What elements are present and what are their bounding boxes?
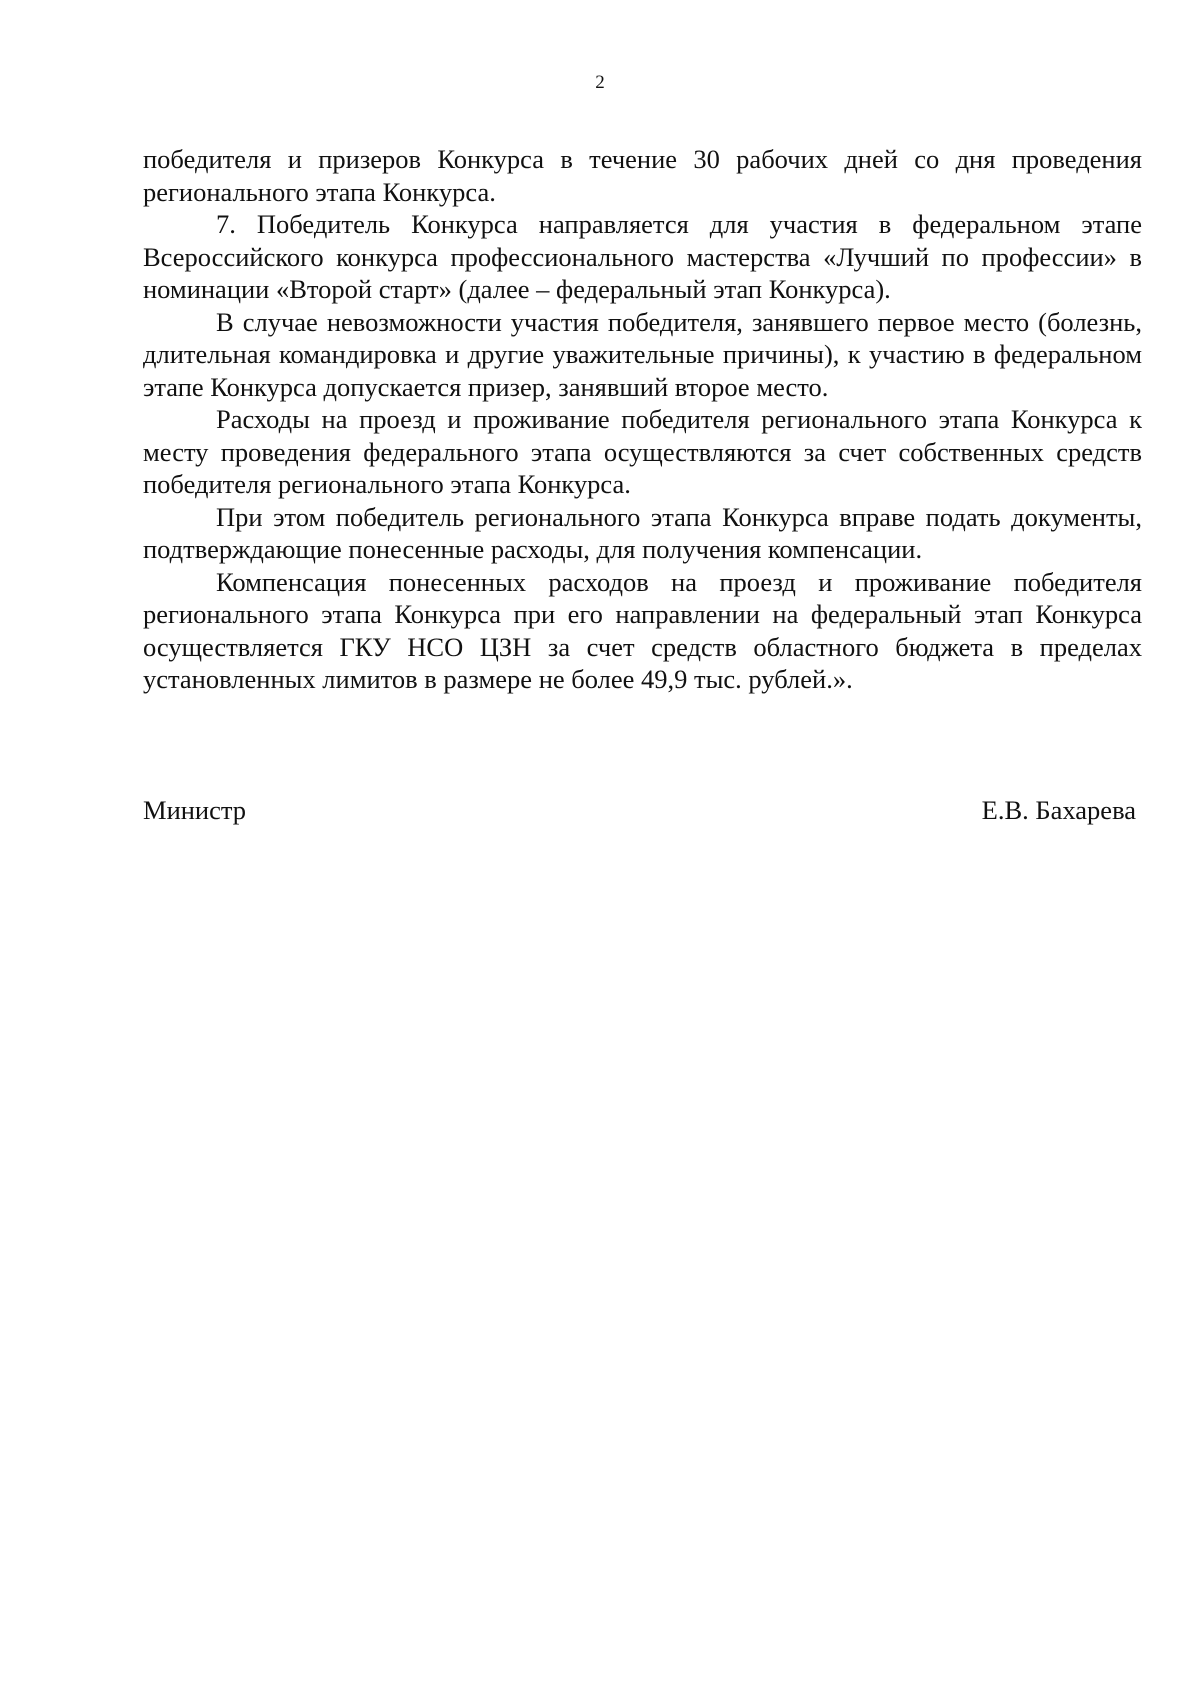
paragraph-substitution: В случае невозможности участия победителя, занявшего первое место (болезнь, длительная командировка и другие уважительные причины), к участию в федеральном этапе Конкурса допускается призер, занявший второе место. xyxy=(143,306,1142,402)
document-body xyxy=(143,143,1142,696)
signatory-title: Министр xyxy=(143,795,247,825)
page-number: 2 xyxy=(595,72,605,93)
paragraph-continuation: победителя и призеров Конкурса в течение 30 рабочих дней со дня проведения регионального этапа Конкурса. xyxy=(143,144,1142,207)
paragraph-item-7: 7. Победитель Конкурса направляется для участия в федеральном этапе Всероссийского конкурса профессионального мастерства «Лучший по профессии» в номинации «Второй старт» (далее – федеральный этап Конкурса). xyxy=(143,209,1142,304)
paragraph-travel-expenses: Расходы на проезд и проживание победителя регионального этапа Конкурса к месту проведения федерального этапа осуществляются за счет собственных средств победителя регионального этапа Конкурса. xyxy=(143,404,1142,499)
paragraph-compensation: Компенсация понесенных расходов на проезд и проживание победителя регионального этапа Конкурса при его направлении на федеральный этап Конкурса осуществляется ГКУ НСО ЦЗН за счет средств областного бюджета в пределах установленных лимитов в размере не более 49,9 тыс. рублей.». xyxy=(143,566,1142,694)
signatory-name: Е.В. Бахарева xyxy=(981,795,1136,825)
paragraph-documents: При этом победитель регионального этапа Конкурса вправе подать документы, подтверждающие понесенные расходы, для получения компенсации. xyxy=(143,501,1142,564)
